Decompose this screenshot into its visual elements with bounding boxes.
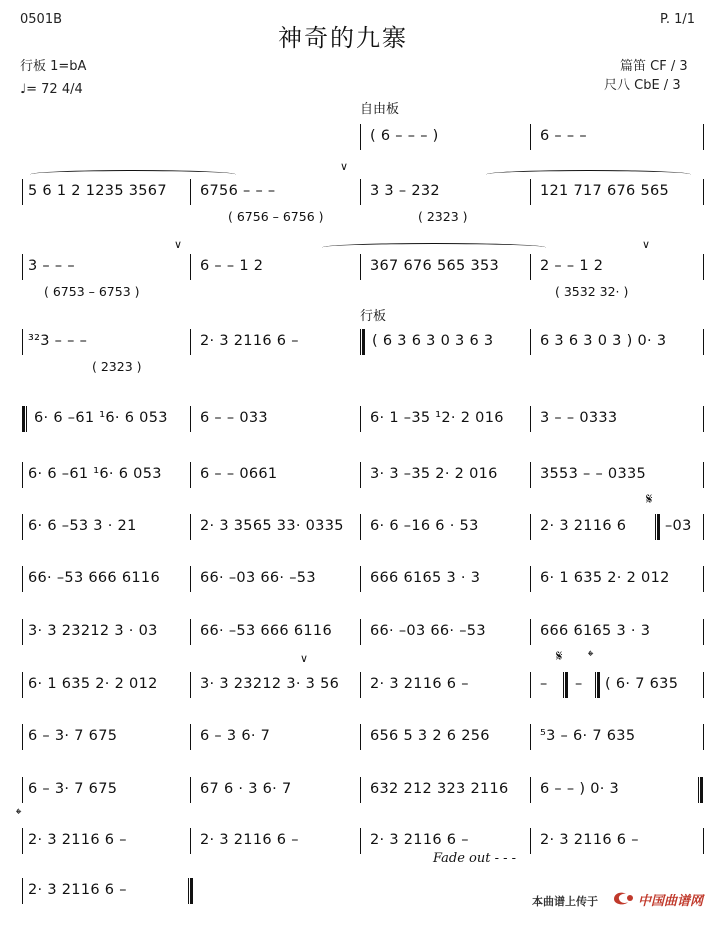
measure-notes: 666 6165 3 · 3	[370, 570, 481, 586]
measure-notes: 3553 – – 0335	[540, 466, 647, 482]
bar-line	[190, 179, 191, 205]
coda-icon: 𝄌	[588, 647, 594, 665]
breath-mark: ∨	[642, 238, 651, 251]
accompaniment-notes: ( 6753 – 6753 )	[44, 284, 140, 299]
measure-notes: 3 – – –	[28, 258, 75, 274]
measure-notes: 2· 3 3565 33· 0335	[200, 518, 344, 534]
bar-line	[190, 514, 191, 540]
measure-notes: ( 6 – – – )	[370, 128, 439, 144]
bar-line	[22, 179, 23, 205]
bar-line	[530, 566, 531, 592]
score-code: 0501B	[20, 12, 63, 27]
final-bar-line	[188, 878, 193, 904]
bar-line	[530, 124, 531, 150]
measure-notes: ⁵3 – 6· 7 635	[540, 728, 636, 744]
measure-notes: 632 212 323 2116	[370, 781, 509, 797]
staff-row	[0, 175, 724, 245]
repeat-end-bar	[698, 777, 703, 803]
measure-notes: 2· 3 2116 6 –	[28, 882, 127, 898]
double-bar-line	[595, 672, 600, 698]
bar-line	[22, 828, 23, 854]
bar-line	[22, 777, 23, 803]
bar-line	[360, 724, 361, 750]
double-bar-line	[563, 672, 568, 698]
accompaniment-notes: ( 2323 )	[418, 209, 468, 224]
bar-line	[360, 124, 361, 150]
measure-notes: –	[575, 676, 583, 692]
measure-notes: 6 – – 1 2	[200, 258, 264, 274]
bar-line	[190, 828, 191, 854]
bar-line	[22, 724, 23, 750]
bar-line	[703, 254, 704, 280]
bar-line	[190, 566, 191, 592]
bar-line	[360, 672, 361, 698]
measure-notes: 6 – – –	[540, 128, 587, 144]
measure-notes: 2· 3 2116 6	[540, 518, 627, 534]
measure-notes: 66· –53 666 6116	[200, 623, 332, 639]
measure-notes: 66· –03 66· –53	[370, 623, 486, 639]
measure-notes: 3 3 – 232	[370, 183, 440, 199]
repeat-start-bar	[22, 406, 27, 432]
bar-line	[530, 462, 531, 488]
page-number: P. 1/1	[660, 12, 696, 27]
double-bar-line	[360, 329, 365, 355]
measure-notes: 6· 6 –53 3 · 21	[28, 518, 137, 534]
bar-line	[190, 406, 191, 432]
bar-line	[22, 462, 23, 488]
measure-notes: 666 6165 3 · 3	[540, 623, 651, 639]
measure-notes: 2· 3 2116 6 –	[28, 832, 127, 848]
instrument-1: 篇笛 CF / 3	[620, 59, 688, 74]
measure-notes: 6· 1 635 2· 2 012	[28, 676, 158, 692]
bar-line	[703, 828, 704, 854]
bar-line	[190, 777, 191, 803]
measure-notes: 3· 3 23212 3 · 03	[28, 623, 158, 639]
instrument-2: 尺八 CbE / 3	[604, 78, 681, 93]
measure-notes: ³²3 – – –	[28, 333, 88, 349]
bar-line	[22, 672, 23, 698]
measure-notes: ( 6 3 6 3 0 3 6 3	[372, 333, 494, 349]
section-label-free: 自由板	[360, 102, 400, 117]
page-title: 神奇的九寨	[278, 24, 408, 52]
coda-icon: 𝄌	[16, 805, 22, 823]
bar-line	[530, 672, 531, 698]
bar-line	[703, 406, 704, 432]
bar-line	[360, 777, 361, 803]
bar-line	[360, 619, 361, 645]
bar-line	[22, 254, 23, 280]
bar-line	[530, 514, 531, 540]
bar-line	[22, 514, 23, 540]
site-logo-text: 中国曲谱网	[638, 894, 704, 909]
measure-notes: 6 – – ) 0· 3	[540, 781, 620, 797]
bar-line	[22, 878, 23, 904]
bar-line	[360, 179, 361, 205]
breath-mark: ∨	[174, 238, 183, 251]
bar-line	[703, 724, 704, 750]
site-logo-icon	[612, 890, 638, 912]
measure-notes: 3· 3 –35 2· 2 016	[370, 466, 498, 482]
section-label-andante: 行板	[360, 309, 387, 324]
bar-line	[703, 566, 704, 592]
bar-line	[360, 254, 361, 280]
bar-line	[360, 566, 361, 592]
bar-line	[530, 254, 531, 280]
bar-line	[190, 462, 191, 488]
bar-line	[703, 179, 704, 205]
footer-upload-text: 本曲谱上传于	[532, 895, 598, 908]
tempo-key: 行板 1=bA	[20, 59, 87, 74]
measure-notes: 66· –53 666 6116	[28, 570, 160, 586]
measure-notes: 2· 3 2116 6 –	[200, 333, 299, 349]
bar-line	[703, 124, 704, 150]
bar-line	[22, 566, 23, 592]
accompaniment-notes: ( 6756 – 6756 )	[228, 209, 324, 224]
fade-out-label: Fade out - - -	[433, 851, 517, 866]
measure-notes: 367 676 565 353	[370, 258, 500, 274]
bar-line	[530, 777, 531, 803]
measure-notes: 66· –03 66· –53	[200, 570, 316, 586]
bar-line	[190, 329, 191, 355]
bar-line	[703, 672, 704, 698]
measure-notes: 6· 1 635 2· 2 012	[540, 570, 670, 586]
bar-line	[190, 254, 191, 280]
measure-notes: 3 – – 0333	[540, 410, 618, 426]
measure-notes: 6· 6 –16 6 · 53	[370, 518, 479, 534]
bar-line	[703, 514, 704, 540]
bar-line	[360, 828, 361, 854]
segno-icon: 𝄋	[646, 490, 653, 508]
segno-icon: 𝄋	[556, 647, 563, 665]
breath-mark: ∨	[340, 160, 349, 173]
measure-notes: 2· 3 2116 6 –	[200, 832, 299, 848]
measure-notes: 5 6 1 2 1235 3567	[28, 183, 167, 199]
measure-notes: 2· 3 2116 6 –	[370, 832, 469, 848]
measure-notes: –03	[665, 518, 692, 534]
double-bar-line	[655, 514, 660, 540]
measure-notes: ( 6· 7 635	[605, 676, 679, 692]
measure-notes: 6 3 6 3 0 3 ) 0· 3	[540, 333, 667, 349]
bar-line	[530, 828, 531, 854]
bar-line	[22, 329, 23, 355]
measure-notes: 67 6 · 3 6· 7	[200, 781, 292, 797]
metronome-marking: ♩= 72 4/4	[20, 82, 83, 97]
bar-line	[530, 179, 531, 205]
measure-notes: 6 – 3· 7 675	[28, 781, 118, 797]
measure-notes: 6 – 3 6· 7	[200, 728, 271, 744]
measure-notes: 6 – – 033	[200, 410, 268, 426]
measure-notes: 6· 6 –61 ¹6· 6 053	[34, 410, 168, 426]
measure-notes: 656 5 3 2 6 256	[370, 728, 490, 744]
measure-notes: –	[540, 676, 548, 692]
bar-line	[530, 619, 531, 645]
accompaniment-notes: ( 3532 32· )	[555, 284, 629, 299]
accompaniment-notes: ( 2323 )	[92, 359, 142, 374]
measure-notes: 2 – – 1 2	[540, 258, 604, 274]
bar-line	[530, 406, 531, 432]
measure-notes: 6· 1 –35 ¹2· 2 016	[370, 410, 504, 426]
bar-line	[22, 619, 23, 645]
bar-line	[360, 514, 361, 540]
bar-line	[190, 672, 191, 698]
measure-notes: 3· 3 23212 3· 3 56	[200, 676, 340, 692]
staff-row	[0, 250, 724, 320]
measure-notes: 6756 – – –	[200, 183, 276, 199]
bar-line	[530, 329, 531, 355]
measure-notes: 2· 3 2116 6 –	[370, 676, 469, 692]
breath-mark: ∨	[300, 652, 309, 665]
measure-notes: 121 717 676 565	[540, 183, 670, 199]
bar-line	[703, 329, 704, 355]
bar-line	[190, 619, 191, 645]
bar-line	[360, 406, 361, 432]
bar-line	[530, 724, 531, 750]
measure-notes: 6 – 3· 7 675	[28, 728, 118, 744]
bar-line	[190, 724, 191, 750]
measure-notes: 6 – – 0661	[200, 466, 278, 482]
measure-notes: 2· 3 2116 6 –	[540, 832, 639, 848]
bar-line	[703, 619, 704, 645]
staff-row	[0, 325, 724, 395]
bar-line	[703, 462, 704, 488]
bar-line	[360, 462, 361, 488]
measure-notes: 6· 6 –61 ¹6· 6 053	[28, 466, 162, 482]
